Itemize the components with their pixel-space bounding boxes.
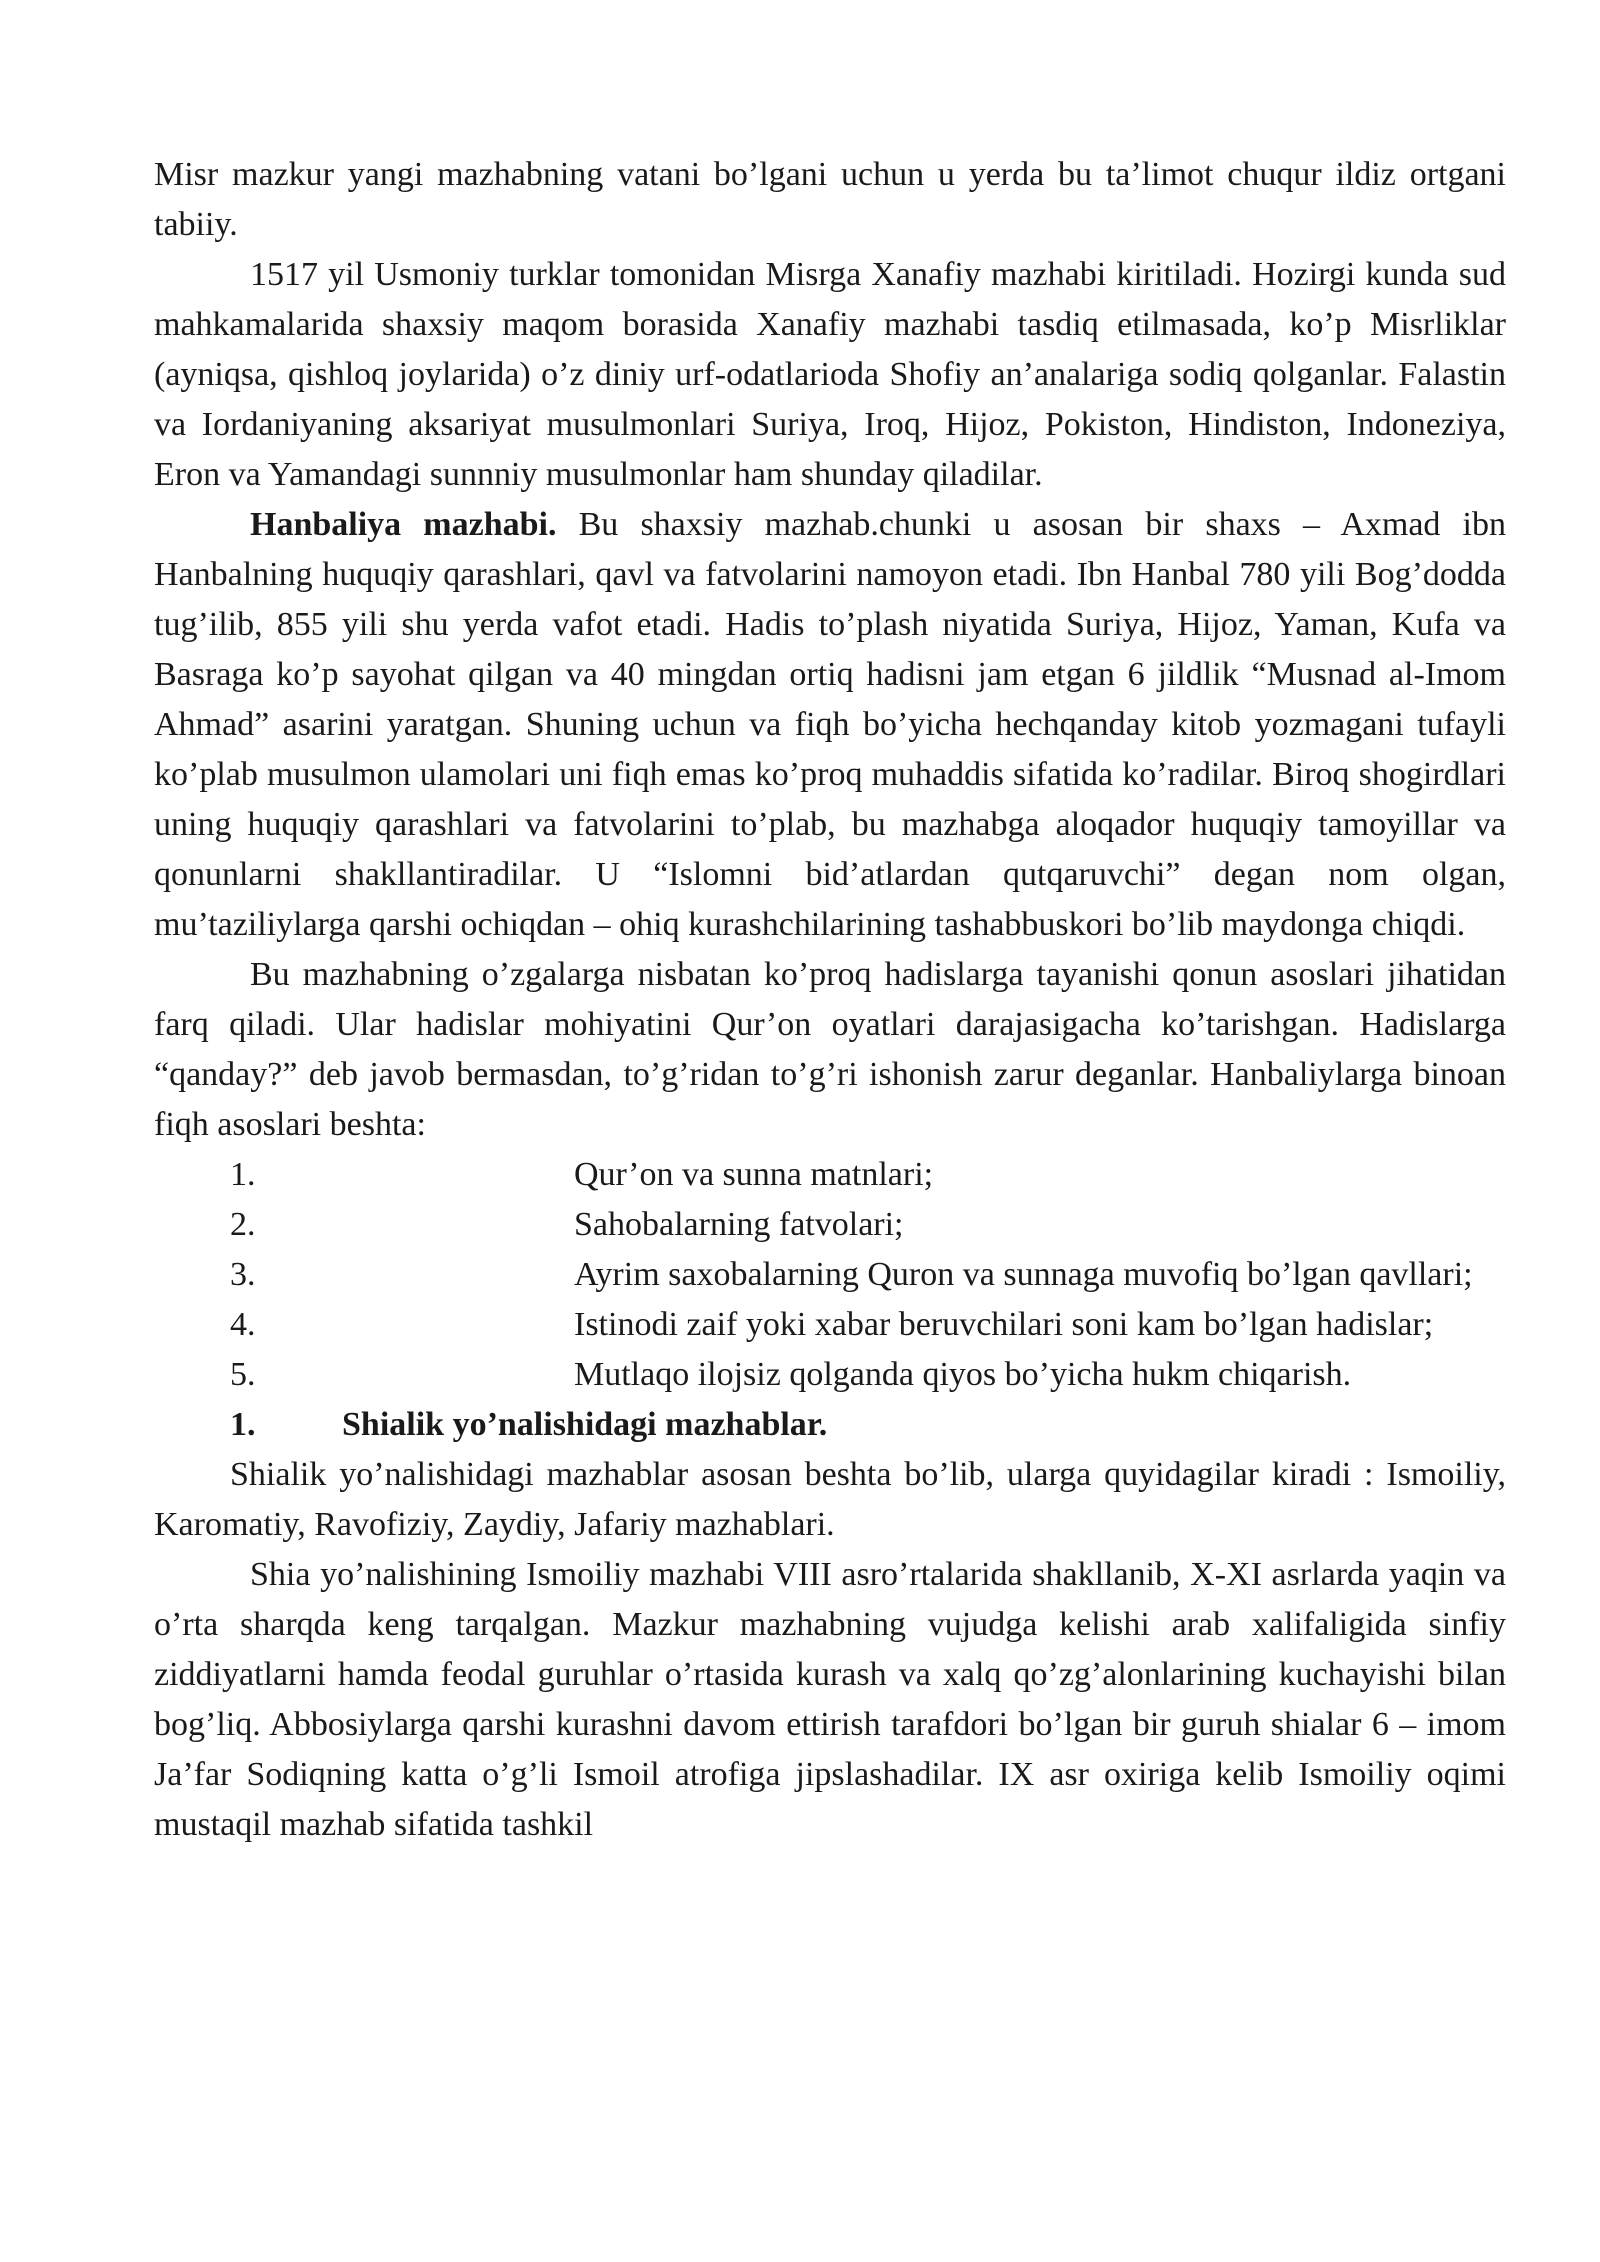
paragraph-hadislar: Bu mazhabning o’zgalarga nisbatan ko’proq hadislarga tayanishi qonun asoslari jihatidan farq qiladi. Ular hadislar mohiyatini Qur’on oyatlari darajasigacha ko’tarishgan. Hadislarga “qanday?” deb javob bermasdan, to’g’ridan to’g’ri ishonish zarur deganlar. Hanbaliylarga binoan fiqh asoslari beshta:: [154, 956, 1506, 1143]
paragraph-hanbaliya: [154, 500, 1506, 950]
list-text: Istinodi zaif yoki xabar beruvchilari soni kam bo’lgan hadislar;: [574, 1306, 1434, 1343]
list-item: [154, 1300, 1506, 1350]
section-heading: [154, 1400, 1506, 1450]
list-text: Sahobalarning fatvolari;: [574, 1206, 904, 1243]
hanbaliya-title: Hanbaliya mazhabi.: [250, 506, 557, 543]
list-item: [154, 1250, 1506, 1300]
list-number: 2.: [230, 1206, 256, 1243]
list-number: 4.: [230, 1306, 256, 1343]
paragraph-shialik: Shialik yo’nalishidagi mazhablar asosan beshta bo’lib, ularga quyidagilar kiradi : Ismoiliy, Karomatiy, Ravofiziy, Zaydiy, Jafariy mazhablari.: [154, 1456, 1506, 1543]
document-page: [154, 150, 1506, 1850]
list-item: [154, 1350, 1506, 1400]
section-number: 1.: [230, 1406, 256, 1443]
paragraph-usmoniy: 1517 yil Usmoniy turklar tomonidan Misrga Xanafiy mazhabi kiritiladi. Hozirgi kunda sud mahkamalarida shaxsiy maqom borasida Xanafiy mazhabi tasdiq etilmasada, ko’p Misrliklar (ayniqsa, qishloq joylarida) o’z diniy urf-odatlarioda Shofiy an’analariga sodiq qolganlar. Falastin va Iordaniyaning aksariyat musulmonlari Suriya, Iroq, Hijoz, Pokiston, Hindiston, Indoneziya, Eron va Yamandagi sunnniy musulmonlar ham shunday qiladilar.: [154, 256, 1506, 493]
section-title: Shialik yo’nalishidagi mazhablar.: [342, 1406, 828, 1443]
paragraph-misr: Misr mazkur yangi mazhabning vatani bo’lgani uchun u yerda bu ta’limot chuqur ildiz ortgani tabiiy.: [154, 156, 1506, 243]
list-number: 1.: [230, 1156, 256, 1193]
paragraph-ismoiliy: Shia yo’nalishining Ismoiliy mazhabi VIII asro’rtalarida shakllanib, X-XI asrlarda yaqin va o’rta sharqda keng tarqalgan. Mazkur mazhabning vujudga kelishi arab xalifaligida sinfiy ziddiyatlarni hamda feodal guruhlar o’rtasida kurash va xalq qo’zg’alonlarining kuchayishi bilan bog’liq. Abbosiylarga qarshi kurashni davom ettirish tarafdori bo’lgan bir guruh shialar 6 – imom Ja’far Sodiqning katta o’g’li Ismoil atrofiga jipslashadilar. IX asr oxiriga kelib Ismoiliy oqimi mustaqil mazhab sifatida tashkil: [154, 1556, 1506, 1843]
list-item: [154, 1200, 1506, 1250]
list-number: 3.: [230, 1256, 256, 1293]
list-text: Mutlaqo ilojsiz qolganda qiyos bo’yicha hukm chiqarish.: [574, 1356, 1352, 1393]
list-text: Ayrim saxobalarning Quron va sunnaga muvofiq bo’lgan qavllari;: [574, 1256, 1473, 1293]
hanbaliya-body: Bu shaxsiy mazhab.chunki u asosan bir shaxs – Axmad ibn Hanbalning huquqiy qarashlari, qavl va fatvolarini namoyon etadi. Ibn Hanbal 780 yili Bog’dodda tug’ilib, 855 yili shu yerda vafot etadi. Hadis to’plash niyatida Suriya, Hijoz, Yaman, Kufa va Basraga ko’p sayohat qilgan va 40 mingdan ortiq hadisni jam etgan 6 jildlik “Musnad al-Imom Ahmad” asarini yaratgan. Shuning uchun va fiqh bo’yicha hechqanday kitob yozmagani tufayli ko’plab musulmon ulamolari uni fiqh emas ko’proq muhaddis sifatida ko’radilar. Biroq shogirdlari uning huquqiy qarashlari va fatvolarini to’plab, bu mazhabga aloqador huquqiy tamoyillar va qonunlarni shakllantiradilar. U “Islomni bid’atlardan qutqaruvchi” degan nom olgan, mu’taziliylarga qarshi ochiqdan – ohiq kurashchilarining tashabbuskori bo’lib maydonga chiqdi.: [154, 506, 1506, 943]
list-text: Qur’on va sunna matnlari;: [574, 1156, 934, 1193]
list-number: 5.: [230, 1356, 256, 1393]
list-item: [154, 1150, 1506, 1200]
